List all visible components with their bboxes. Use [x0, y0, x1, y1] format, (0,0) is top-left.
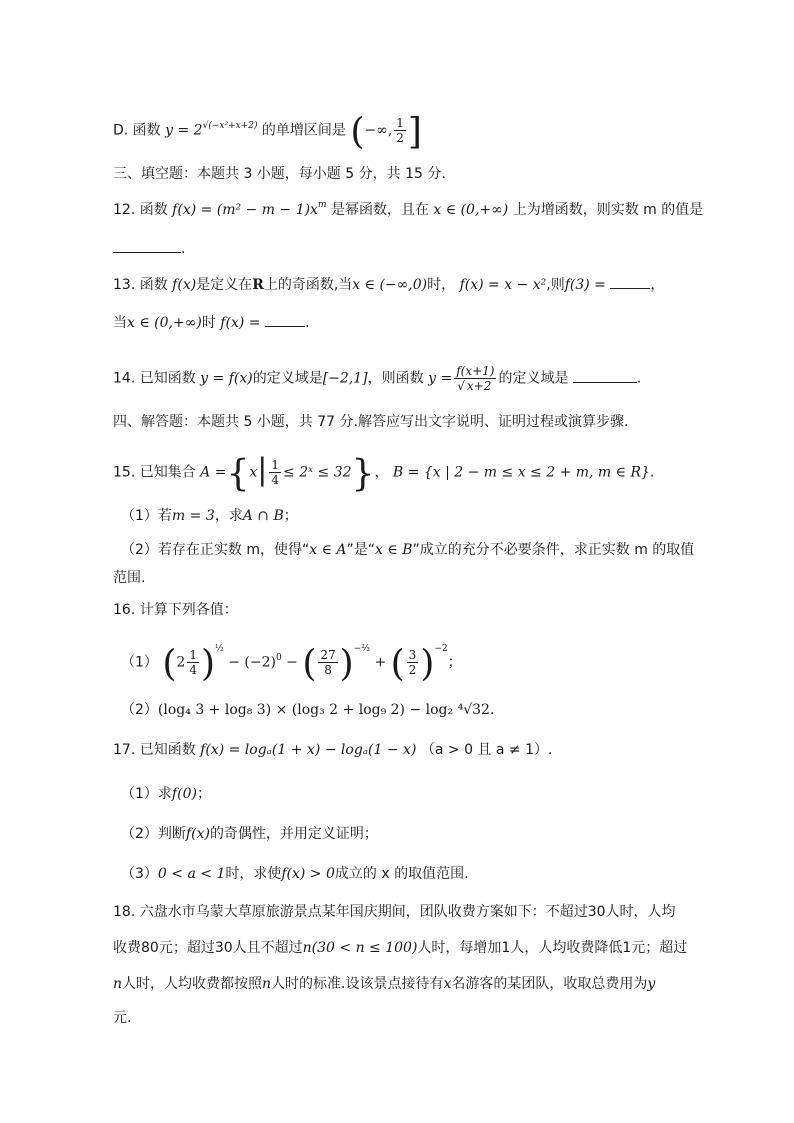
q15-set-b: B = {x | 2 − m ≤ x ≤ 2 + m, m ∈ R}: [392, 464, 650, 481]
q17-function: f(x) = logₐ(1 + x) − logₐ(1 − x): [200, 742, 417, 758]
question-17: 17. 已知函数 f(x) = logₐ(1 + x) − logₐ(1 − x) （a > 0 且 a ≠ 1）.: [113, 742, 553, 758]
option-d-y: y = 2: [165, 122, 203, 139]
option-d-half: $\frac{1}{2}$: [396, 116, 404, 145]
question-18-line-2: 收费80元；超过30人且不超过n(30 < n ≤ 100)人时，每增加1人，人均收费降低1元；超过: [113, 940, 688, 956]
question-14: 14. 已知函数 y = f(x)的定义域是[−2,1]，则函数 y = $\frac{f(x+1)}{√ x+2}$ 的定义域是 .: [113, 364, 642, 393]
question-15: 15. 已知集合 A ={x| $\frac{1}{4}$ ≤ 2ˣ ≤ 32}， B = {x | 2 − m ≤ x ≤ 2 + m, m ∈ R}.: [113, 452, 655, 495]
q12-domain: x ∈ (0,+∞): [433, 202, 509, 218]
q13-blank-1[interactable]: [610, 274, 650, 289]
question-18-line-4: 元.: [113, 1010, 132, 1026]
q13-blank-2[interactable]: [265, 312, 305, 327]
option-d-prefix: D. 函数: [113, 122, 161, 139]
question-16-part-1: （1） (2 $\frac{1}{4}$ )$^{\frac{1}{2}} - (-2)^0$ − ( $\frac{27}{8}$ )$^{-\frac{2}{3}}$ + ( $\frac{3}{2}$ )$^{-2}$；: [121, 643, 462, 685]
q12-answer-blank[interactable]: [113, 238, 181, 253]
question-17-part-2: （2）判断f(x)的奇偶性，并用定义证明；: [121, 826, 378, 842]
option-d-exponent: √(−x²+x+2): [202, 120, 258, 131]
question-18-line-3: n人时，人均收费都按照n人时的标准.设该景点接待有x名游客的某团队，收取总费用为y: [113, 976, 656, 992]
q12-expression: f(x) = (m² − m − 1)x: [172, 202, 318, 218]
question-16: 16. 计算下列各值：: [113, 602, 238, 618]
question-16-part-2: （2）(log₄ 3 + log₈ 3) × (log₃ 2 + log₉ 2) − log₂ ⁴√32.: [121, 702, 495, 718]
option-d: [113, 111, 422, 153]
q13-rule: f(x) = x − x²: [459, 277, 547, 293]
section-4-heading: 四、解答题：本题共 5 小题，共 77 分.解答应写出文字说明、证明过程或演算步骤.: [113, 414, 629, 430]
q14-fraction: $\frac{f(x+1)}{√ x+2}$: [456, 364, 495, 393]
q14-answer-blank[interactable]: [573, 368, 637, 383]
question-18-line-1: 18. 六盘水市乌蒙大草原旅游景点某年国庆期间，团队收费方案如下：不超过30人时，人均: [113, 904, 676, 920]
question-17-part-1: （1）求f(0)；: [121, 786, 211, 802]
option-d-interval: −∞,: [364, 122, 393, 139]
question-13-line-2: 当x ∈ (0,+∞)时 f(x) = .: [113, 312, 309, 333]
question-15-part-1: （1）若m = 3，求A ∩ B；: [121, 508, 298, 524]
section-3-heading: 三、填空题：本题共 3 小题，每小题 5 分，共 15 分.: [113, 166, 446, 182]
option-d-bracket-right: ]: [407, 111, 422, 153]
option-d-mid: 的单增区间是: [261, 122, 346, 139]
option-d-bracket-left: (: [350, 111, 365, 153]
question-12-answer: .: [113, 238, 185, 259]
q16-log-expression: (log₄ 3 + log₈ 3) × (log₃ 2 + log₉ 2) − log₂ ⁴√32: [157, 702, 490, 718]
question-15-part-2: （2）若存在正实数 m，使得“x ∈ A”是“x ∈ B”成立的充分不必要条件，求正实数 m 的取值: [121, 542, 695, 558]
question-13: 13. 函数 f(x)是定义在R上的奇函数,当x ∈ (−∞,0)时， f(x) = x − x²,则f(3) = ，: [113, 274, 664, 295]
question-12: 12. 函数 $f(x) = (m^2 - m - 1)x^m$ 是幂函数，且在 x ∈ (0,+∞) 上为增函数，则实数 m 的值是: [113, 200, 704, 218]
question-15-part-2-line-2: 范围.: [113, 570, 146, 586]
question-17-part-3: （3）0 < a < 1时，求使f(x) > 0成立的 x 的取值范围.: [121, 866, 469, 882]
